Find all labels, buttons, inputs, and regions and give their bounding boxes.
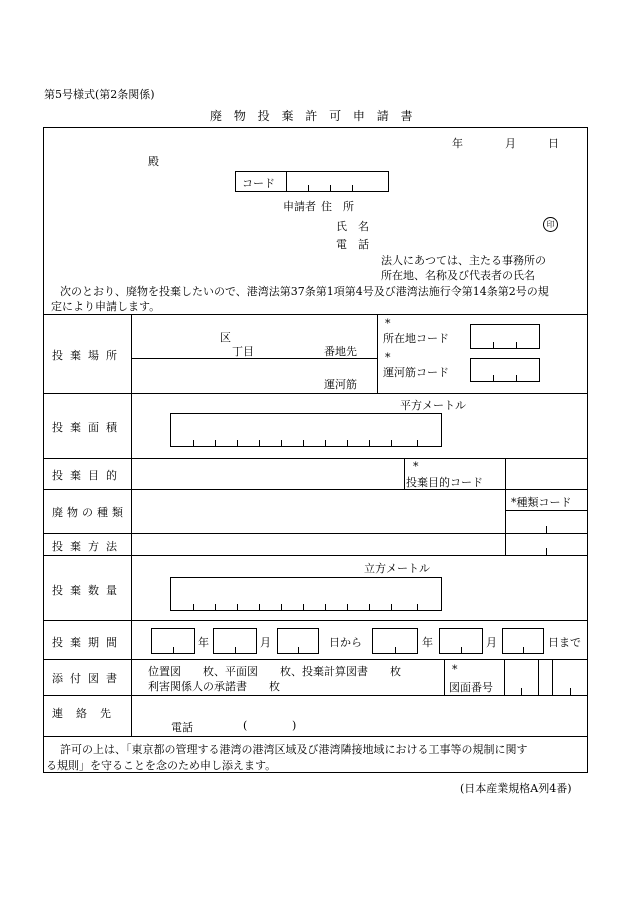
paper-size-note: (日本産業規格A列4番): [460, 782, 572, 795]
name-label: 氏 名: [336, 220, 369, 233]
period-start-day[interactable]: [277, 628, 319, 654]
area-input[interactable]: [170, 413, 442, 447]
period-start-month[interactable]: [213, 628, 257, 654]
canal-code-label: 運河筋コード: [383, 366, 449, 379]
period-end-year[interactable]: [372, 628, 418, 654]
banchi-label: 番地先: [324, 345, 357, 358]
period-end-month[interactable]: [439, 628, 483, 654]
footer-note-1: 許可の上は、「東京都の管理する港湾の港湾区域及び港湾隣接地域における工事等の規制に関す: [60, 743, 528, 756]
location-code-field[interactable]: [470, 324, 540, 349]
purpose-label: 投棄目的: [52, 469, 124, 482]
corp-note-2: 所在地、名称及び代表者の氏名: [381, 269, 535, 282]
statement-line-2: 定により申請します。: [51, 300, 161, 313]
quantity-input[interactable]: [170, 577, 442, 611]
period-start-month-label: 月: [260, 636, 271, 649]
period-end-year-label: 年: [422, 636, 433, 649]
drawing-no-asterisk: *: [452, 663, 458, 676]
method-label: 投棄方法: [52, 540, 124, 553]
waste-type-label: 廃物の種類: [52, 506, 127, 519]
date-day-label: 日: [548, 137, 559, 150]
location-label: 投棄場所: [52, 349, 124, 362]
canal-label: 運河筋: [324, 378, 357, 391]
applicant-label: 申請者: [283, 200, 316, 213]
location-code-label: 所在地コード: [383, 332, 449, 345]
attachments-line-1: 位置図 枚、平面図 枚、投棄計算図書 枚: [148, 665, 401, 678]
drawing-no-label: 図面番号: [449, 681, 493, 694]
footer-note-2: る規則」を守ることを念のため申し添えます。: [46, 759, 277, 772]
phone-label: 電 話: [336, 238, 369, 251]
chome-label: 丁目: [232, 345, 254, 358]
period-from-label: 日から: [329, 636, 362, 649]
period-start-year[interactable]: [151, 628, 195, 654]
canal-code-field[interactable]: [470, 358, 540, 382]
purpose-code-asterisk: *: [413, 460, 419, 473]
period-label: 投棄期間: [52, 636, 124, 649]
area-unit: 平方メートル: [400, 399, 466, 412]
canal-code-asterisk: *: [385, 351, 391, 364]
code-label: コード: [242, 177, 275, 190]
quantity-label: 投棄数量: [52, 584, 124, 597]
date-year-label: 年: [452, 137, 463, 150]
attachments-line-2: 利害関係人の承諾書 枚: [148, 680, 280, 693]
period-end-month-label: 月: [486, 636, 497, 649]
contact-phone-label: 電話: [171, 721, 193, 734]
quantity-unit: 立方メートル: [364, 562, 430, 575]
ward-label: 区: [220, 331, 231, 344]
seal-mark: 印: [543, 217, 558, 232]
purpose-code-label: 投棄目的コード: [406, 476, 483, 489]
contact-paren-close: ): [292, 719, 297, 732]
page-title: 廃 物 投 棄 許 可 申 請 書: [210, 109, 417, 123]
contact-paren-open: (: [243, 719, 248, 732]
period-end-day[interactable]: [502, 628, 544, 654]
period-start-year-label: 年: [198, 636, 209, 649]
address-label: 住 所: [321, 200, 354, 213]
location-code-asterisk: *: [385, 317, 391, 330]
statement-line-1: 次のとおり、廃物を投棄したいので、港湾法第37条第1項第4号及び港湾法施行令第14条第2号の規: [60, 285, 549, 298]
contact-label: 連絡先: [52, 707, 124, 720]
attachments-label: 添付図書: [52, 672, 124, 685]
addressee-label: 殿: [148, 155, 159, 168]
corp-note-1: 法人にあつては、主たる事務所の: [381, 254, 546, 267]
waste-type-code-label: *種類コード: [511, 496, 572, 509]
area-label: 投棄面積: [52, 421, 124, 434]
form-number: 第5号様式(第2条関係): [44, 88, 155, 101]
date-month-label: 月: [505, 137, 516, 150]
period-until-label: 日まで: [548, 636, 581, 649]
